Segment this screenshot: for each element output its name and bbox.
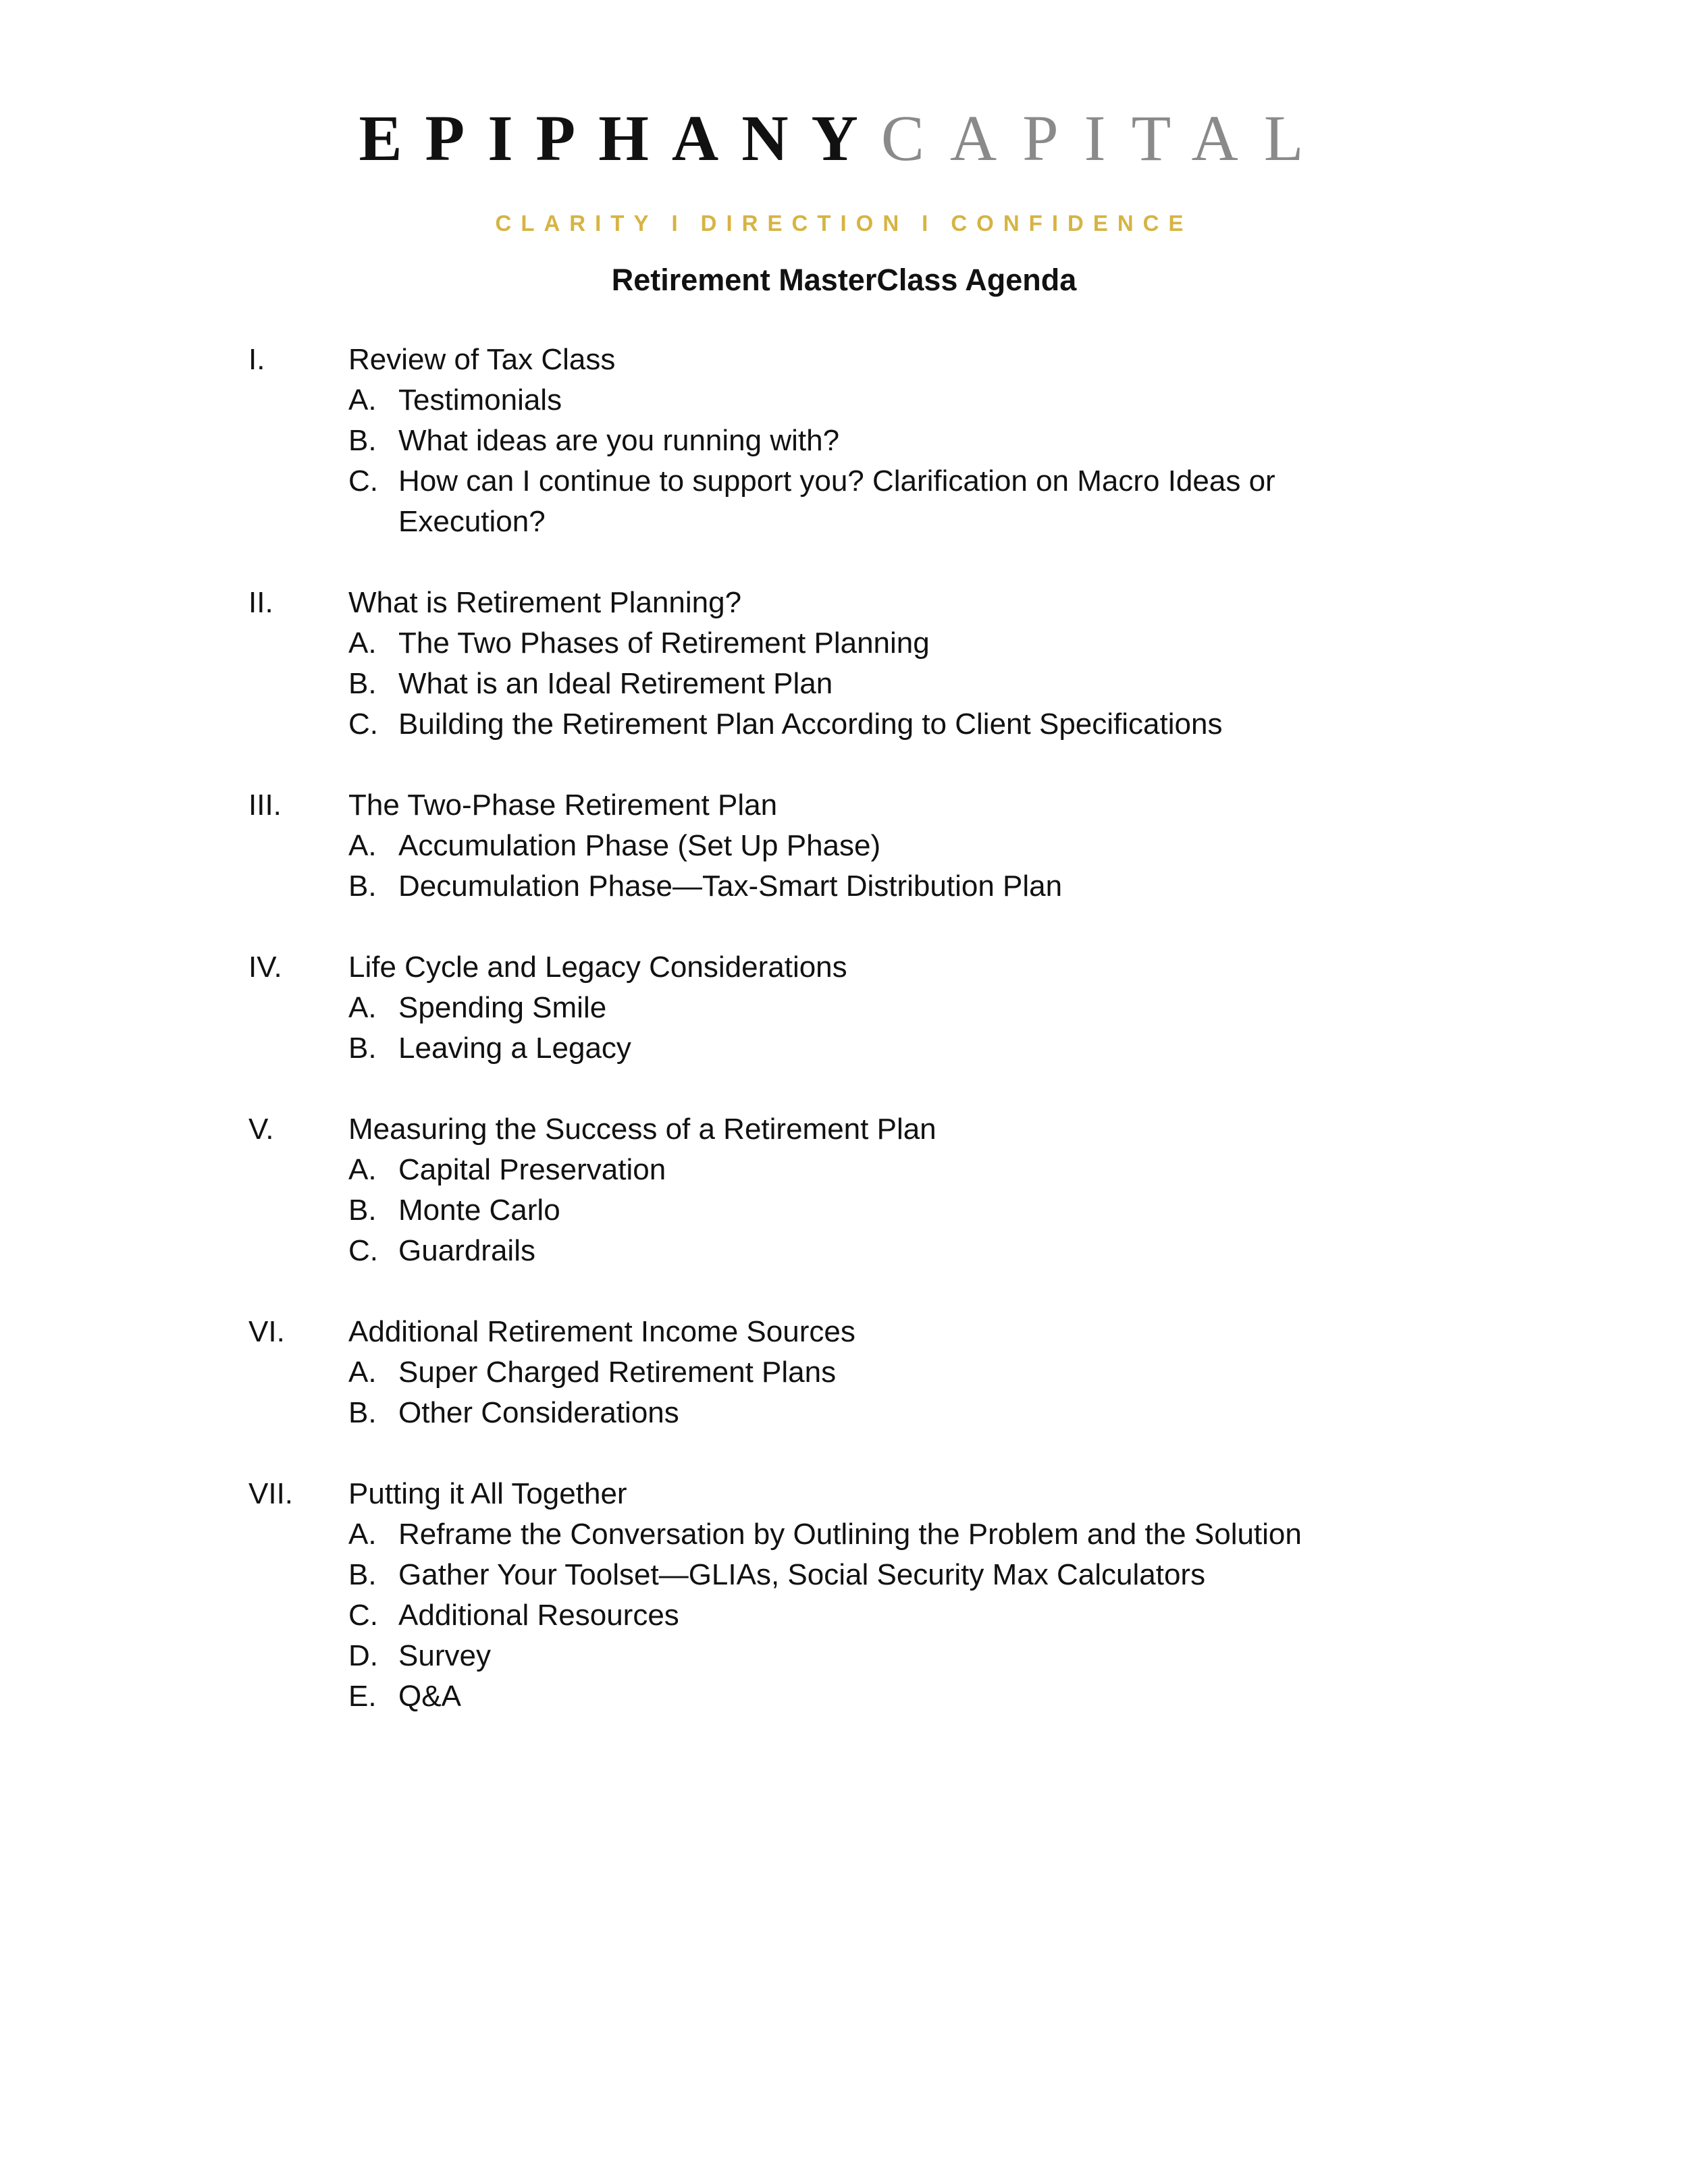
item-text: Leaving a Legacy — [398, 1032, 631, 1065]
list-item — [0, 461, 1688, 542]
logo-wordmark — [0, 101, 1688, 176]
item-letter: E. — [348, 1680, 377, 1713]
list-item — [0, 1555, 1688, 1595]
list-item — [0, 1514, 1688, 1555]
item-text: Monte Carlo — [398, 1194, 560, 1227]
item-letter: A. — [348, 1153, 377, 1186]
item-text: What ideas are you running with? — [398, 424, 840, 457]
section-numeral: III. — [248, 789, 282, 822]
item-text: What is an Ideal Retirement Plan — [398, 667, 833, 700]
item-text: Decumulation Phase—Tax-Smart Distribution Plan — [398, 870, 1063, 903]
section-numeral: V. — [248, 1113, 274, 1146]
item-letter: C. — [348, 1599, 378, 1632]
list-item — [0, 1190, 1688, 1231]
section-title: Life Cycle and Legacy Considerations — [348, 951, 847, 984]
tagline-clarity: CLARITY — [495, 211, 658, 236]
list-item — [0, 664, 1688, 704]
logo-word-capital: CAPITAL — [880, 102, 1329, 174]
item-letter: B. — [348, 1032, 377, 1065]
section-heading — [0, 1109, 1688, 1150]
item-text: Guardrails — [398, 1234, 535, 1267]
list-item — [0, 866, 1688, 907]
tagline-separator: I — [671, 211, 687, 236]
section-heading — [0, 785, 1688, 826]
list-item — [0, 988, 1688, 1028]
item-text: Accumulation Phase (Set Up Phase) — [398, 829, 881, 862]
section-heading — [0, 583, 1688, 623]
item-letter: B. — [348, 1558, 377, 1591]
list-item — [0, 1636, 1688, 1676]
item-letter: B. — [348, 667, 377, 700]
list-item — [0, 1393, 1688, 1433]
item-text: Building the Retirement Plan According to Client Specifications — [398, 708, 1223, 741]
agenda-section — [0, 785, 1688, 907]
section-numeral: VII. — [248, 1477, 294, 1510]
list-item — [0, 1231, 1688, 1271]
list-item — [0, 1028, 1688, 1069]
item-letter: C. — [348, 464, 378, 498]
item-text: Spending Smile — [398, 991, 607, 1024]
list-item — [0, 1150, 1688, 1190]
section-heading — [0, 1312, 1688, 1352]
list-item — [0, 1676, 1688, 1717]
section-heading — [0, 947, 1688, 988]
section-heading — [0, 1474, 1688, 1514]
list-item — [0, 380, 1688, 421]
item-letter: B. — [348, 1194, 377, 1227]
item-letter: A. — [348, 1356, 377, 1389]
item-letter: A. — [348, 1518, 377, 1551]
item-letter: A. — [348, 383, 377, 417]
section-numeral: VI. — [248, 1315, 285, 1348]
item-letter: C. — [348, 1234, 378, 1267]
item-text: Gather Your Toolset—GLIAs, Social Security Max Calculators — [398, 1558, 1206, 1591]
list-item — [0, 421, 1688, 461]
section-numeral: II. — [248, 586, 273, 619]
section-title: Putting it All Together — [348, 1477, 627, 1510]
agenda-section — [0, 340, 1688, 542]
item-text: Survey — [398, 1639, 491, 1672]
section-numeral: I. — [248, 343, 265, 376]
agenda-section — [0, 1109, 1688, 1271]
agenda-outline — [0, 340, 1688, 1757]
item-text: Additional Resources — [398, 1599, 679, 1632]
item-text: Super Charged Retirement Plans — [398, 1356, 837, 1389]
tagline-confidence: CONFIDENCE — [951, 211, 1193, 236]
item-letter: B. — [348, 424, 377, 457]
section-heading — [0, 340, 1688, 380]
company-logo — [0, 101, 1688, 236]
item-letter: C. — [348, 708, 378, 741]
list-item — [0, 623, 1688, 664]
item-letter: B. — [348, 870, 377, 903]
tagline-separator: I — [922, 211, 938, 236]
section-title: Additional Retirement Income Sources — [348, 1315, 855, 1348]
item-letter: A. — [348, 991, 377, 1024]
item-letter: A. — [348, 829, 377, 862]
item-letter: D. — [348, 1639, 378, 1672]
agenda-section — [0, 583, 1688, 745]
item-text: Capital Preservation — [398, 1153, 666, 1186]
list-item — [0, 1352, 1688, 1393]
item-text: Testimonials — [398, 383, 562, 417]
list-item — [0, 1595, 1688, 1636]
item-letter: A. — [348, 627, 377, 660]
section-title: Review of Tax Class — [348, 343, 616, 376]
section-numeral: IV. — [248, 951, 282, 984]
logo-tagline — [0, 211, 1688, 236]
item-text: How can I continue to support you? Clarification on Macro Ideas or Execution? — [398, 464, 1275, 538]
list-item — [0, 826, 1688, 866]
tagline-direction: DIRECTION — [700, 211, 909, 236]
item-text: Reframe the Conversation by Outlining the Problem and the Solution — [398, 1518, 1302, 1551]
item-text: The Two Phases of Retirement Planning — [398, 627, 930, 660]
item-text: Other Considerations — [398, 1396, 679, 1429]
agenda-section — [0, 1312, 1688, 1433]
agenda-section — [0, 1474, 1688, 1717]
logo-word-epiphany: EPIPHANY — [359, 102, 881, 174]
section-title: What is Retirement Planning? — [348, 586, 742, 619]
section-title: The Two-Phase Retirement Plan — [348, 789, 778, 822]
section-title: Measuring the Success of a Retirement Plan — [348, 1113, 937, 1146]
agenda-section — [0, 947, 1688, 1069]
list-item — [0, 704, 1688, 745]
item-text: Q&A — [398, 1680, 461, 1713]
page-title: Retirement MasterClass Agenda — [611, 263, 1077, 297]
item-letter: B. — [348, 1396, 377, 1429]
